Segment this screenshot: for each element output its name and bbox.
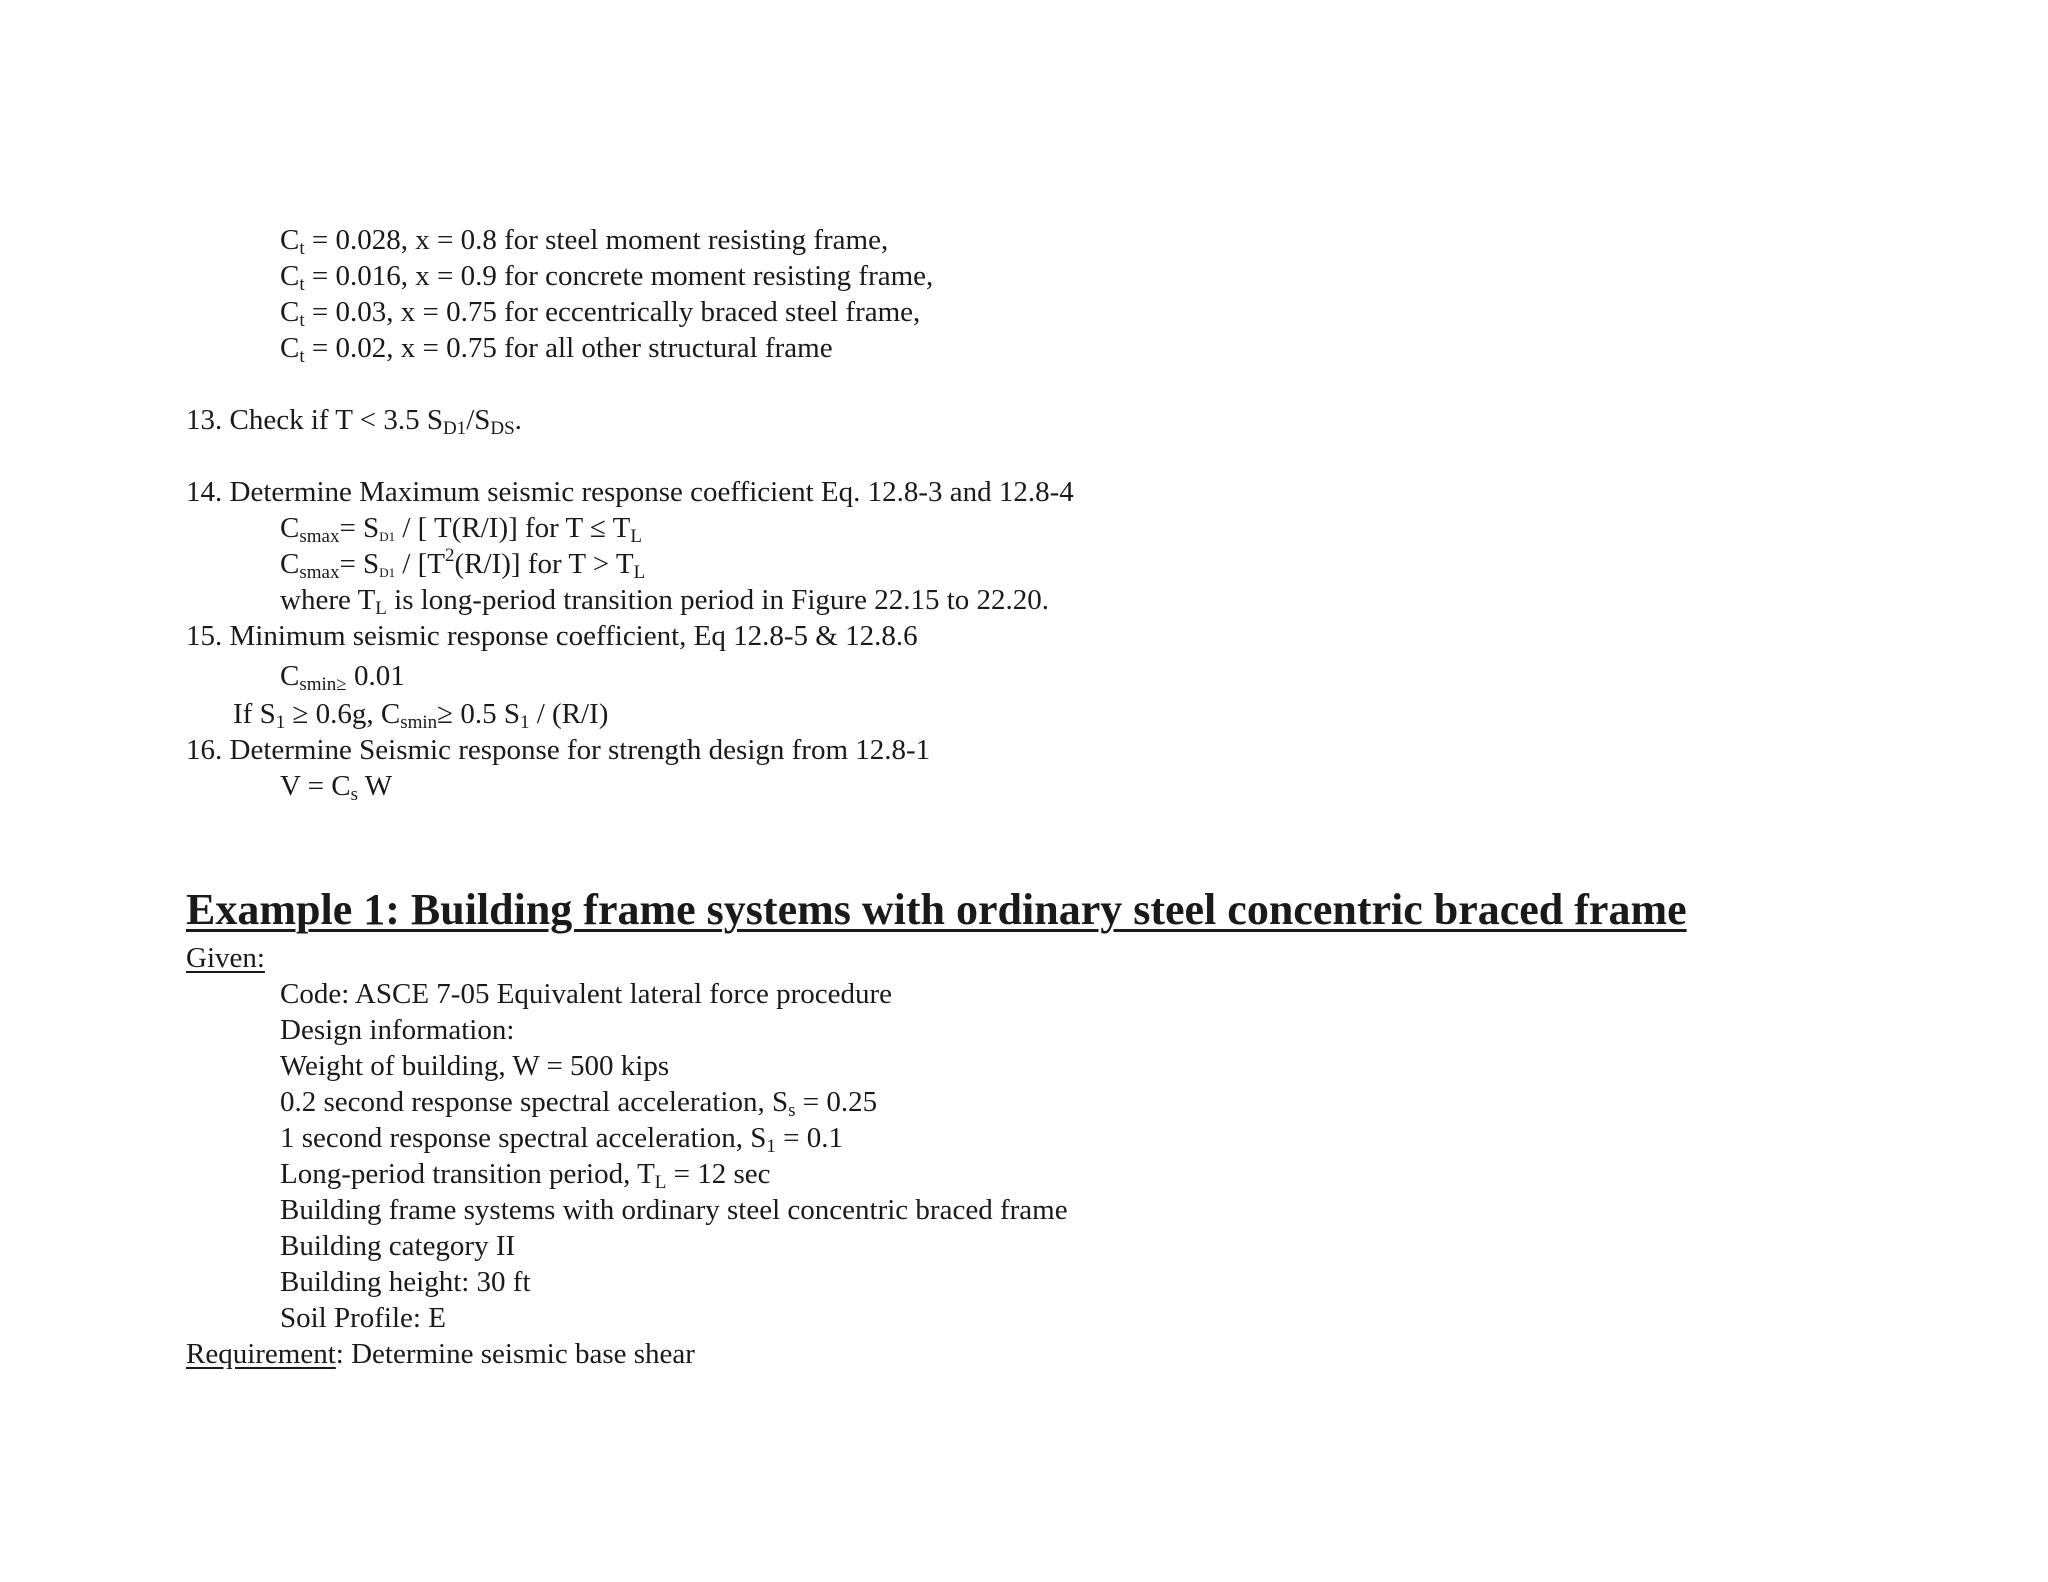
given-tl: Long-period transition period, $T_L = 12$ sec (280, 1158, 771, 1193)
step-14-title: 14. Determine Maximum seismic response coefficient Eq. 12.8-3 and 12.8-4 (186, 476, 1074, 508)
given-s1: 1 second response spectral acceleration, $S_1 = 0.1$ (280, 1122, 843, 1157)
step-16-title: 16. Determine Seismic response for strength design from 12.8-1 (186, 734, 931, 766)
csmin-equation: $C_{smin\ge}$ 0.01 (280, 660, 405, 695)
step-15-title: 15. Minimum seismic response coefficient, Eq 12.8-5 & 12.8.6 (186, 620, 918, 652)
given-soil: Soil Profile: E (280, 1302, 446, 1334)
base-shear-equation: $V = C_s$ W (280, 770, 393, 805)
given-system: Building frame systems with ordinary steel concentric braced frame (280, 1194, 1068, 1226)
given-category: Building category II (280, 1230, 516, 1262)
ct-steel-line: $C_t = 0.028$, x = 0.8 for steel moment resisting frame, (280, 224, 889, 259)
csmax-equation-2: $C_{smax}= SD1 / [T^2(R/I)]$ for $T > T_L$ (280, 545, 646, 583)
csmax-equation-1: $C_{smax}= SD1$ / [ T(R/I)] for $T \le T_L$ (280, 512, 642, 547)
given-height: Building height: 30 ft (280, 1266, 531, 1298)
given-code: Code: ASCE 7-05 Equivalent lateral force procedure (280, 978, 893, 1010)
given-ss: 0.2 second response spectral acceleration, $S_s = 0.25$ (280, 1086, 878, 1121)
csmin-condition: If $S_1 \ge 0.6g$, $C_{smin}\ge 0.5$ $S_1 / (R/I)$ (233, 698, 609, 733)
given-label: Given: (186, 942, 265, 974)
step-13-check: 13. Check if T < 3.5 $S_{D1}/S_{DS}$. (186, 404, 522, 439)
given-design-info: Design information: (280, 1014, 515, 1046)
given-weight: Weight of building, W = 500 kips (280, 1050, 670, 1082)
tl-definition: where $T_L$ is long-period transition period in Figure 22.15 to 22.20. (280, 584, 1050, 619)
ct-concrete-line: $C_t = 0.016$, x = 0.9 for concrete moment resisting frame, (280, 260, 934, 295)
ct-ebf-line: $C_t = 0.03$, x = 0.75 for eccentrically braced steel frame, (280, 296, 921, 331)
ct-other-line: $C_t = 0.02$, x = 0.75 for all other structural frame (280, 332, 833, 367)
example-heading: Example 1: Building frame systems with ordinary steel concentric braced frame (186, 885, 1687, 934)
requirement-label: Requirement (186, 1338, 336, 1370)
requirement-line: Requirement: Determine seismic base shear (186, 1338, 695, 1370)
